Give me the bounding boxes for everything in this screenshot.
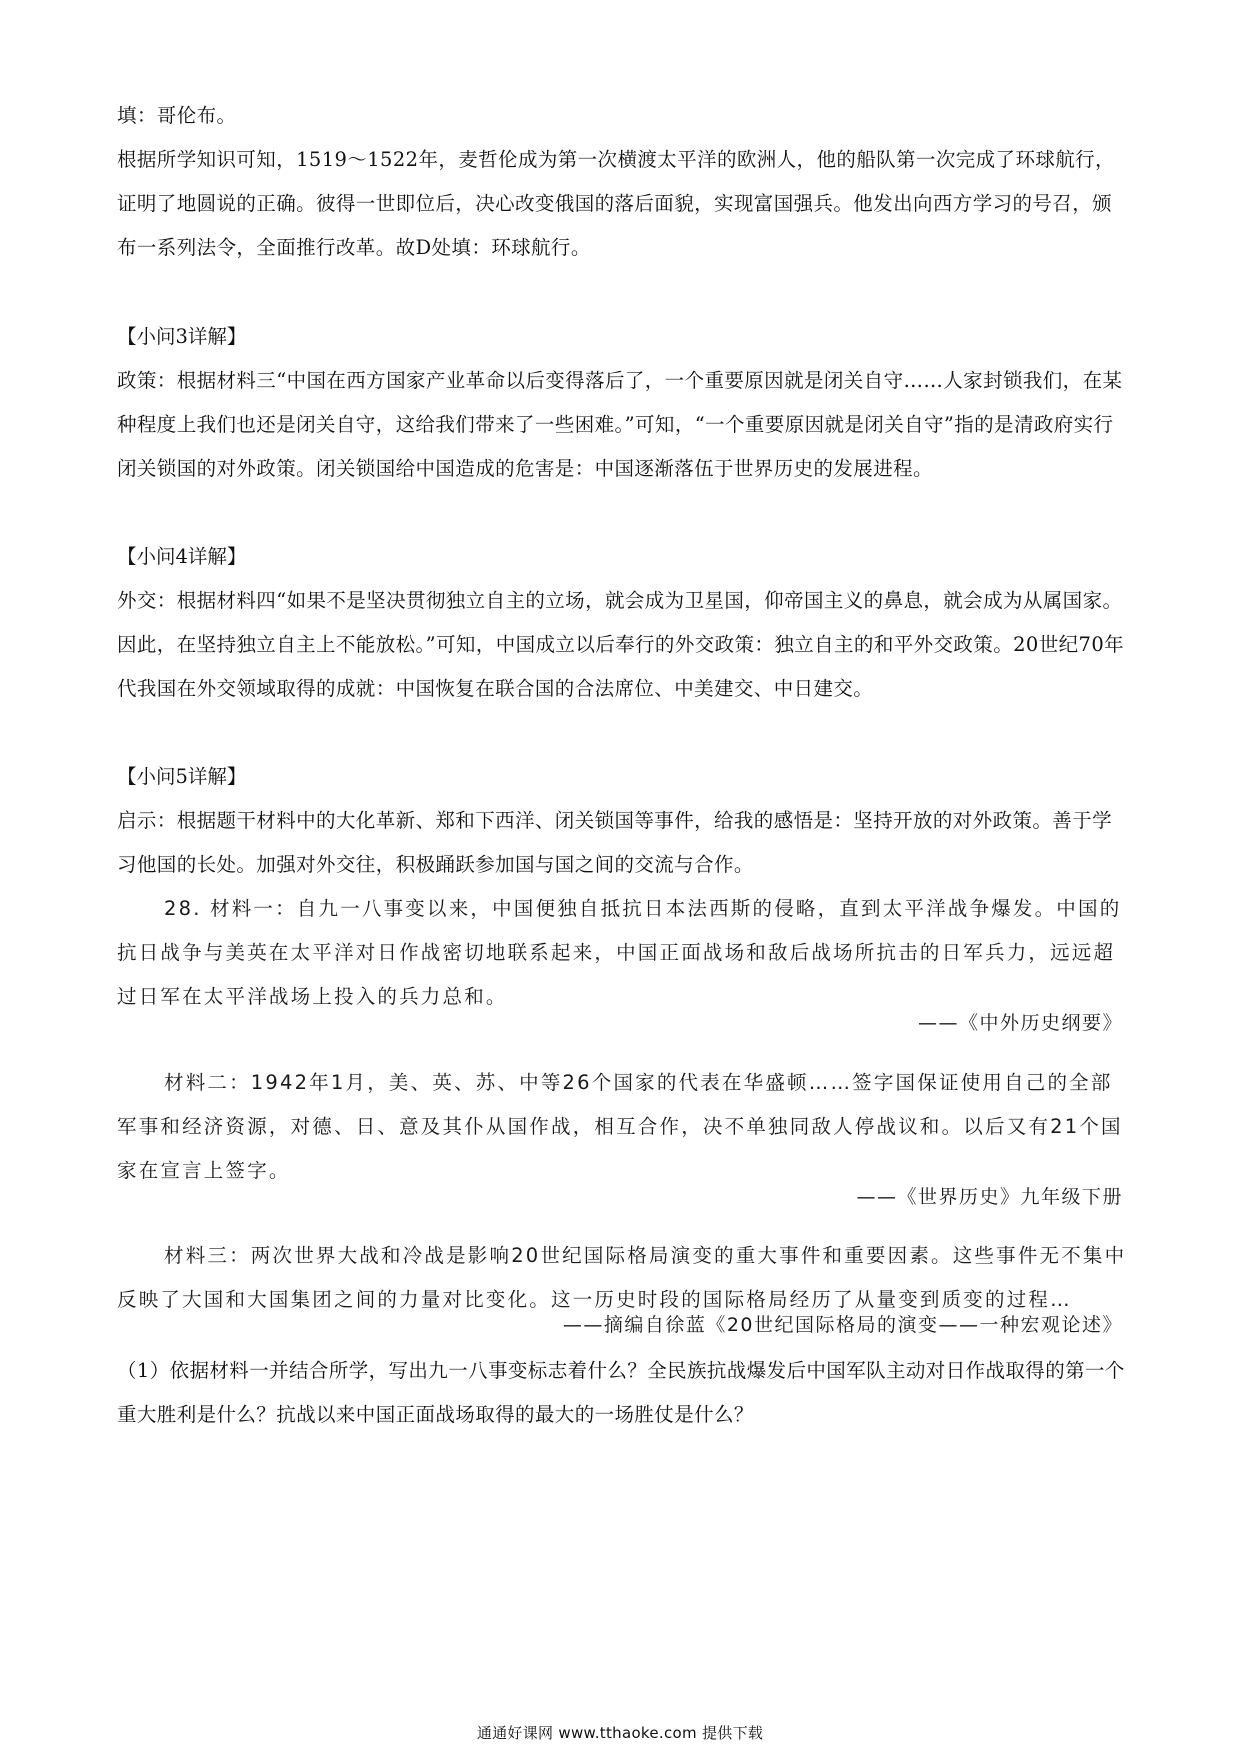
- sub-question-5-explanation: 启示：根据题干材料中的大化革新、郑和下西洋、闭关锁国等事件，给我的感悟是：坚持开放的对外政策。善于学习他国的长处。加强对外交往，积极踊跃参加国与国之间的交流与合作。: [117, 809, 1113, 876]
- answer-fill-columbus: 填：哥伦布。: [117, 104, 237, 127]
- question-28-material-3: 材料三：两次世界大战和冷战是影响20世纪国际格局演变的重大事件和重要因素。这些事件无不集中反映了大国和大国集团之间的力量对比变化。这一历史时段的国际格局经历了从量变到质变的过程…: [117, 1244, 1127, 1311]
- question-28-material-2: 材料二：1942年1月，美、英、苏、中等26个国家的代表在华盛顿……签字国保证使用自己的全部军事和经济资源，对德、日、意及其仆从国作战，相互合作，决不单独同敌人停战议和。以后又有21个国家在宣言上签字。: [117, 1071, 1123, 1182]
- sub-question-3-explanation: 政策：根据材料三“中国在西方国家产业革命以后变得落后了，一个重要原因就是闭关自守……人家封锁我们，在某种程度上我们也还是闭关自守，这给我们带来了一些困难。”可知，“一个重要原因就是闭关自守”指的是清政府实行闭关锁国的对外政策。闭关锁国给中国造成的危害是：中国逐渐落伍于世界历史的发展进程。: [117, 369, 1123, 480]
- question-28-material-1: 28. 材料一：自九一八事变以来，中国便独自抵抗日本法西斯的侵略，直到太平洋战争爆发。中国的抗日战争与美英在太平洋对日作战密切地联系起来，中国正面战场和敌后战场所抗击的日军兵力，远远超过日军在太平洋战场上投入的兵力总和。: [117, 897, 1122, 1008]
- page-footer: 通通好课网 www.tthaoke.com 提供下载: [476, 1724, 764, 1742]
- answer-magellan-paragraph: 根据所学知识可知，1519～1522年，麦哲伦成为第一次横渡太平洋的欧洲人，他的船队第一次完成了环球航行，证明了地圆说的正确。彼得一世即位后，决心改变俄国的落后面貌，实现富国强兵。他发出向西方学习的号召，颁布一系列法令，全面推行改革。故D处填：环球航行。: [117, 148, 1115, 259]
- sub-question-4-heading: 【小问4详解】: [117, 545, 247, 568]
- sub-question-4-explanation: 外交：根据材料四“如果不是坚决贯彻独立自主的立场，就会成为卫星国，仰帝国主义的鼻息，就会成为从属国家。因此，在坚持独立自主上不能放松。”可知，中国成立以后奉行的外交政策：独立自主的和平外交政策。20世纪70年代我国在外交领域取得的成就：中国恢复在联合国的合法席位、中美建交、中日建交。: [117, 589, 1125, 700]
- material-2-source: ——《世界历史》九年级下册: [856, 1186, 1123, 1208]
- sub-question-5-heading: 【小问5详解】: [117, 765, 247, 788]
- material-3-source: ——摘编自徐蓝《20世纪国际格局的演变——一种宏观论述》: [562, 1314, 1123, 1336]
- sub-question-3-heading: 【小问3详解】: [117, 325, 247, 348]
- material-1-source: ——《中外历史纲要》: [917, 1012, 1123, 1034]
- question-28-sub-question-1: （1）依据材料一并结合所学，写出九一八事变标志着什么？全民族抗战爆发后中国军队主动对日作战取得的第一个重大胜利是什么？抗战以来中国正面战场取得的最大的一场胜仗是什么？: [117, 1359, 1125, 1426]
